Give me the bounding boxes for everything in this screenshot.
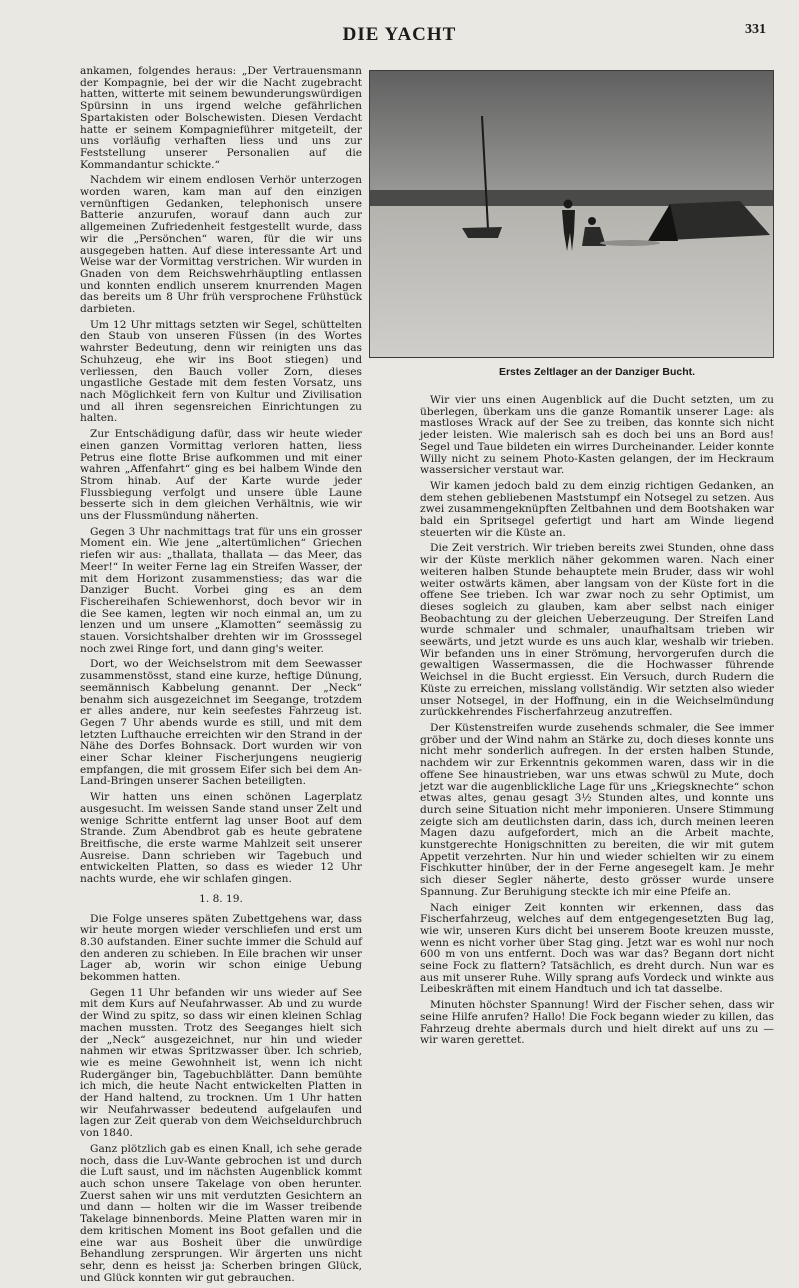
- paragraph: Wir hatten uns einen schönen Lagerplatz ausgesucht. Im weissen Sande stand unser Zelt und wenige Schritte entfernt lag unser Boot auf dem Strande. Zum Abendbrot gab es heute gebratene Breitfische, die erste warme Mahlzeit seit unserer Ausreise. Dann schrieben wir Tagebuch und entwickelten Platten, so dass es wieder 12 Uhr nachts wurde, ehe wir schlafen gingen.: [80, 791, 362, 886]
- photo-caption: Erstes Zeltlager an der Danziger Bucht.: [498, 366, 696, 378]
- paragraph: Wir kamen jedoch bald zu dem einzig richtigen Gedanken, an dem stehen gebliebenen Maststumpf ein Notsegel zu setzen. Aus zwei zusammengeknüpften Zeltbahnen und dem Bootshaken war bald ein Spritsegel gefertigt und hart am Winde liegend steuerten wir die Küste an.: [420, 479, 774, 539]
- paragraph: ankamen, folgendes heraus: „Der Vertrauensmann der Kompagnie, bei der wir die Nacht zugebracht hatten, witterte mit seinem bewunderungswürdigen Spürsinn in uns irgend welche gefährlichen Spartakisten oder Bolschewisten. Diesen Verdacht hatte er seinem Kompagnieführer mitgeteilt, der uns vorläufig verhaften liess und uns zur Feststellung unserer Personalien auf die Kommandantur schickte.“: [80, 65, 362, 171]
- photo-image: [370, 71, 773, 357]
- page-header-title: DIE YACHT: [342, 24, 457, 45]
- paragraph: Gegen 3 Uhr nachmittags trat für uns ein grosser Moment ein. Wie jene „altertümlichen“ Griechen riefen wir aus: „thallata, thallata — das Meer, das Meer!“ In weiter Ferne lag ein Streifen Wasser, der mit dem Horizont zusammenstiess; das war die Danziger Bucht. Vorbei ging es an dem Fischereihafen Schiewenhorst, doch bevor wir in die See kamen, legten wir noch einmal an, um zu lenzen und um unsere „Klamotten“ seemässig zu stauen. Vorsichtshalber drehten wir im Grosssegel noch zwei Ringe fort, und dann ging's weiter.: [80, 525, 362, 655]
- ground-shadow: [600, 240, 660, 246]
- beach-camp-photo: [369, 70, 774, 358]
- paragraph: Minuten höchster Spannung! Wird der Fischer sehen, dass wir seine Hilfe anrufen? Hallo! Die Fock begann wieder zu killen, das Fahrzeug drehte abermals durch und hielt direkt auf uns zu — wir waren gerettet.: [420, 999, 774, 1047]
- sky: [370, 71, 773, 196]
- paragraph: Nachdem wir einem endlosen Verhör unterzogen worden waren, kam man auf den einzigen vernünftigen Gedanken, telephonisch unsere Batterie anzurufen, worauf dann auch zur allgemeinen Zufriedenheit festgestellt wurde, dass wir die „Persönchen“ waren, für die wir uns ausgegeben hatten. Auf diese interessante Art und Weise war der Vormittag verstrichen. Wir wurden in Gnaden von dem Reichswehrhäuptling entlassen und konnten endlich unserem knurrenden Magen das bereits um 8 Uhr früh versprochene Frühstück darbieten.: [80, 174, 362, 316]
- paragraph: Die Zeit verstrich. Wir trieben bereits zwei Stunden, ohne dass wir der Küste merklich näher gekommen waren. Nach einer weiteren halben Stunde behauptete mein Bruder, dass wir wohl weiter ostwärts kämen, aber langsam von der Küste fort in die offene See trieben. Ich war zwar noch zu sehr Optimist, um dieses sogleich zu glauben, kam aber selbst nach einiger Beobachtung zu der gleichen Ueberzeugung. Der Streifen Land wurde schmaler und schmaler, unaufhaltsam trieben wir seewärts, und jetzt wurde es uns auch klar, weshalb wir trieben. Wir befanden uns in einer Strömung, hervorgerufen durch die gewaltigen Wassermassen, die die Hochwasser führende Weichsel in die Bucht ergiesst. Ein Versuch, durch Rudern die Küste zu erreichen, misslang vollständig. Wir setzten also wieder unser Notsegel, in der Hoffnung, ein in die Weichselmündung zurückkehrendes Fischerfahrzeug anzutreffen.: [420, 542, 774, 719]
- paragraph: Ganz plötzlich gab es einen Knall, ich sehe gerade noch, dass die Luv-Wante gebrochen ist und durch die Luft saust, und im nächsten Augenblick kommt auch schon unsere Takelage von oben herunter. Zuerst sahen wir uns mit verdutzten Gesichtern an und dann — holten wir die im Wasser treibende Takelage binnenbords. Meine Platten waren mir in dem kritischen Moment ins Boot gefallen und die eine war aus Bosheit über die unwürdige Behandlung zersprungen. Wir ärgerten uns nicht sehr, denn es heisst ja: Scherben bringen Glück, und Glück konnten wir gut gebrauchen.: [80, 1142, 362, 1284]
- paragraph: Um 12 Uhr mittags setzten wir Segel, schüttelten den Staub von unseren Füssen (in des Wortes wahrster Bedeutung, denn wir reinigten uns das Schuhzeug, ehe wir ins Boot stiegen) und verliessen, den Bauch voller Zorn, dieses ungastliche Gestade mit dem festen Vorsatz, uns nach Möglichkeit fern von Kultur und Zivilisation und all ihren segensreichen Einrichtungen zu halten.: [80, 318, 362, 425]
- paragraph: Gegen 11 Uhr befanden wir uns wieder auf See mit dem Kurs auf Neufahrwasser. Ab und zu wurde der Wind zu spitz, so dass wir einen kleinen Schlag machen mussten. Trotz des Seeganges hielt sich der „Neck“ ausgezeichnet, nur hin und wieder nahmen wir etwas Spritzwasser über. Ich schrieb, wie es meine Gewohnheit ist, wenn ich nicht Rudergänger bin, Tagebuchblätter. Dann bemühte ich mich, die heute Nacht entwickelten Platten in der Hand haltend, zu trocknen. Um 1 Uhr hatten wir Neufahrwasser bedeutend aufgelaufen und lagen zur Zeit querab von dem Weichseldurchbruch von 1840.: [80, 986, 362, 1140]
- paragraph: Die Folge unseres späten Zubettgehens war, dass wir heute morgen wieder verschliefen und erst um 8.30 aufstanden. Einer suchte immer die Schuld auf den anderen zu schieben. In Eile brachen wir unser Lager ab, worin wir schon einige Uebung bekommen hatten.: [80, 912, 362, 984]
- left-column: [80, 66, 362, 1288]
- paragraph: Zur Entschädigung dafür, dass wir heute wieder einen ganzen Vormittag verloren hatten, liess Petrus eine flotte Brise aufkommen und mit einer wahren „Affenfahrt“ ging es bei halbem Winde den Strom hinab. Auf der Karte wurde jeder Flussbiegung verfolgt und unsere üble Laune besserte sich in dem gleichen Verhältnis, wie wir uns der Flussmündung näherten.: [80, 428, 362, 523]
- date-heading: 1. 8. 19.: [199, 892, 243, 905]
- paragraph: Wir vier uns einen Augenblick auf die Ducht setzten, um zu überlegen, überkam uns die ganze Romantik unserer Lage: als mastloses Wrack auf der See zu treiben, das konnte sich nicht jeder leisten. Wie malerisch sah es doch bei uns an Bord aus! Segel und Taue bildeten ein wirres Durcheinander. Leider konnte Willy nicht zu seinem Photo-Kasten gelangen, der im Heckraum wassersicher verstaut war.: [420, 394, 774, 477]
- paragraph: Der Küstenstreifen wurde zusehends schmaler, die See immer gröber und der Wind nahm an Stärke zu, doch dieses konnte uns nicht mehr sonderlich aufregen. In der ersten halben Stunde, nachdem wir zur Erkenntnis gekommen waren, dass wir in die offene See hinaustrieben, war uns etwas schwül zu Mute, doch jetzt war die augenblickliche Lage für uns „Kriegsknechte“ schon etwas altes, genau gesagt 3½ Stunden altes, und konnte uns durch seine Situation nicht mehr imponieren. Unsere Stimmung zeigte sich am deutlichsten darin, dass ich, durch meinen leeren Magen dazu aufgefordert, mich an die Arbeit machte, kunstgerechte Honigschnitten zu bereiten, die wir mit gutem Appetit verzehrten. Nur hin und wieder schielten wir zu einem Fischkutter hinüber, der in der Ferne angesegelt kam. Je mehr sich dieser Segler näherte, desto grösser wurde unsere Spannung. Zur Beruhigung steckte ich mir eine Pfeife an.: [420, 721, 774, 898]
- paragraph: Dort, wo der Weichselstrom mit dem Seewasser zusammenstösst, stand eine kurze, heftige Dünung, seemännisch Kabbelung genannt. Der „Neck“ benahm sich ausgezeichnet im Seegange, trotzdem er alles andere, nur kein seefestes Fahrzeug ist. Gegen 7 Uhr abends wurde es still, und mit dem letzten Lufthauche erreichten wir den Strand in der Nähe des Dorfes Bohnsack. Dort wurden wir von einer Schar kleiner Fischerjungens neugierig empfangen, die mit grossem Eifer sich bei dem An-Land-Bringen unserer Sachen beteiligten.: [80, 658, 362, 788]
- paragraph: Nach einiger Zeit konnten wir erkennen, dass das Fischerfahrzeug, welches auf dem entgegengesetzten Bug lag, wie wir, unseren Kurs dicht bei unserem Boote kreuzen musste, wenn es nicht vorher über Stag ging. Jetzt war es wohl nur noch 600 m von uns entfernt. Doch was war das? Begann dort nicht seine Fock zu flattern? Tatsächlich, es dreht durch. Nun war es aus mit unserer Ruhe. Willy sprang aufs Vordeck und winkte aus Leibeskräften mit einem Handtuch und ich tat dasselbe.: [420, 901, 774, 996]
- right-column: [420, 395, 774, 1051]
- page-number: 331: [745, 22, 766, 37]
